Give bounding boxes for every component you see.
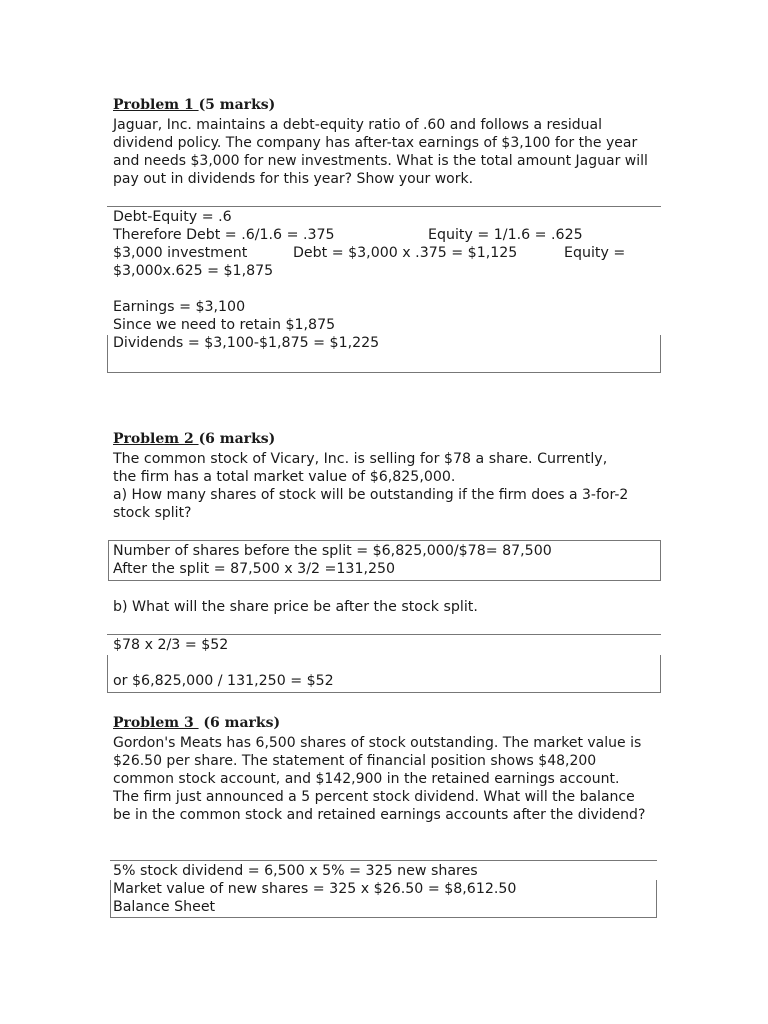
problem-2-heading <box>113 430 275 448</box>
answer-2b-right-border <box>660 655 661 693</box>
answer-1-line-6: Since we need to retain $1,875 <box>113 317 336 333</box>
answer-3-bottom-border <box>110 917 657 918</box>
answer-1-line-3b: Debt = $3,000 x .375 = $1,125 <box>293 245 518 261</box>
answer-1-right-border <box>660 335 661 373</box>
answer-2b-line-2: or $6,825,000 / 131,250 = $52 <box>113 673 334 689</box>
answer-1-line-2b: Equity = 1/1.6 = .625 <box>428 227 583 243</box>
answer-1-left-border <box>107 335 108 373</box>
problem-2-question-line-1: The common stock of Vicary, Inc. is selling for $78 a share. Currently, <box>113 451 608 467</box>
problem-3-marks: (6 marks) <box>198 715 281 731</box>
answer-1-line-1: Debt-Equity = .6 <box>113 209 232 225</box>
answer-1-bottom-border <box>107 372 661 373</box>
problem-1-heading <box>113 96 275 114</box>
problem-2-part-a: a) How many shares of stock will be outstanding if the firm does a 3-for-2 stock split? <box>113 487 629 521</box>
problem-2-marks: (6 marks) <box>198 431 276 447</box>
answer-1-line-3c: Equity = <box>564 245 626 261</box>
problem-2-title: Problem 2 <box>113 431 199 447</box>
answer-3-right-border <box>656 880 657 918</box>
problem-3-question: Gordon's Meats has 6,500 shares of stock outstanding. The market value is $26.50 per share. The statement of financial position shows $48,200 common stock account, and $142,900 in the retained earnings account. The firm just announced a 5 percent stock dividend. What will the balance be in the common stock and retained earnings accounts after the dividend? <box>113 735 646 823</box>
answer-2b-top-border <box>107 634 661 635</box>
answer-3-line-1: 5% stock dividend = 6,500 x 5% = 325 new shares <box>113 863 478 879</box>
answer-3-left-border <box>110 880 111 918</box>
problem-3-heading <box>113 714 280 732</box>
problem-2-part-b: b) What will the share price be after the stock split. <box>113 599 478 615</box>
answer-2b-left-border <box>107 655 108 693</box>
answer-3-top-border <box>110 860 657 861</box>
answer-2a-line-1: Number of shares before the split = $6,825,000/$78= 87,500 <box>113 543 552 559</box>
answer-3-line-2: Market value of new shares = 325 x $26.50 = $8,612.50 <box>113 881 517 897</box>
answer-1-line-3a: $3,000 investment <box>113 245 248 261</box>
answer-2b-bottom-border <box>107 692 661 693</box>
problem-1-question: Jaguar, Inc. maintains a debt-equity ratio of .60 and follows a residual dividend policy. The company has after-tax earnings of $3,100 for the year and needs $3,000 for new investments. What is the total amount Jaguar will pay out in dividends for this year? Show your work. <box>113 117 648 187</box>
answer-3-line-3: Balance Sheet <box>113 899 216 915</box>
problem-1-marks: (5 marks) <box>198 97 276 113</box>
problem-1-title: Problem 1 <box>113 97 199 113</box>
answer-1-top-border <box>107 206 661 207</box>
answer-2a-line-2: After the split = 87,500 x 3/2 =131,250 <box>113 561 396 577</box>
answer-1-line-2a: Therefore Debt = .6/1.6 = .375 <box>113 227 335 243</box>
answer-1-line-5: Earnings = $3,100 <box>113 299 246 315</box>
answer-1-line-7: Dividends = $3,100-$1,875 = $1,225 <box>113 335 380 351</box>
problem-2-question-line-2: the firm has a total market value of $6,825,000. <box>113 469 456 485</box>
answer-1-line-4: $3,000x.625 = $1,875 <box>113 263 274 279</box>
problem-3-title: Problem 3 <box>113 715 199 731</box>
answer-2b-line-1: $78 x 2/3 = $52 <box>113 637 229 653</box>
